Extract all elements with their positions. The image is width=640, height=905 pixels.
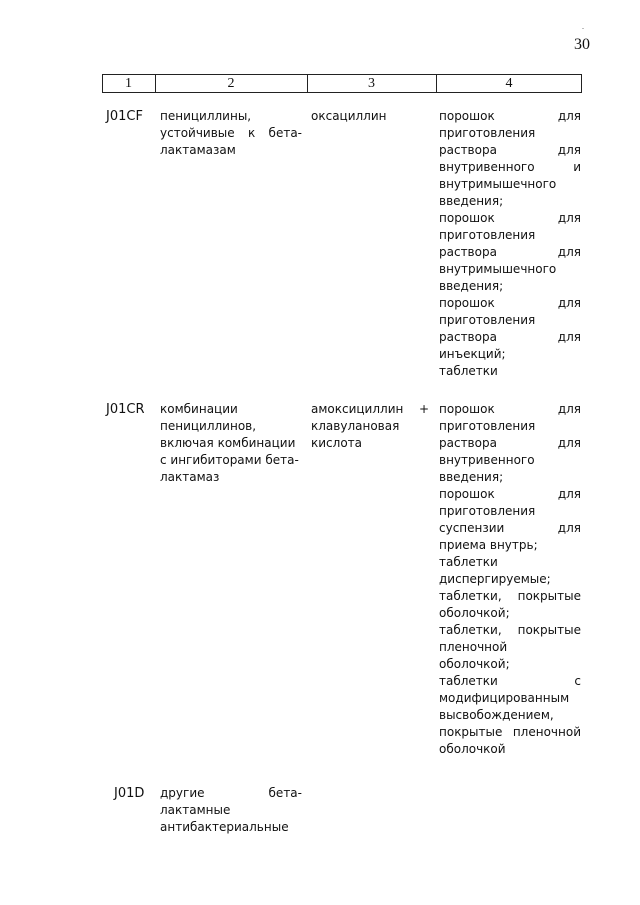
group-name [160,785,302,836]
column-divider [436,75,437,92]
text-line: порошок для [439,109,581,123]
text-line: инъекций; [439,347,506,361]
text-line: пленочной [439,640,508,654]
text-line: оксациллин [311,109,387,123]
text-line: приготовления [439,126,536,140]
text-line: оболочкой [439,742,506,756]
group-name [160,108,302,159]
text-line: таблетки с [439,674,581,688]
text-line: раствора для [439,436,581,450]
text-line: введения; [439,470,504,484]
page-mark: . [582,22,584,31]
combination-plus: + [419,402,430,416]
text-line: клавулановая [311,419,400,433]
text-line: внутривенного [439,453,535,467]
text-line: приготовления [439,313,536,327]
text-line: внутривенного и [439,160,581,174]
column-divider [155,75,156,92]
text-line: оболочкой; [439,657,510,671]
text-line: таблетки, покрытые [439,589,581,603]
column-divider [102,75,103,92]
page-number: 30 [574,36,590,53]
text-line: кислота [311,436,362,450]
text-line: порошок для [439,487,581,501]
text-line: включая комбинации [160,436,296,450]
text-line: внутримышечного [439,262,557,276]
atc-code: J01CR [106,402,145,417]
text-line: лактамные [160,803,231,817]
group-name [160,401,302,486]
text-line: таблетки [439,555,498,569]
text-line: приема внутрь; [439,538,538,552]
text-line: пенициллинов, [160,419,257,433]
text-line: комбинации [160,402,238,416]
dosage-forms [439,401,581,758]
column-header-2: 2 [227,76,235,91]
column-divider [581,75,582,92]
text-line: оболочкой; [439,606,510,620]
drug-name [311,108,431,125]
text-line: порошок для [439,402,581,416]
text-line: высвобождением, [439,708,554,722]
atc-code: J01D [114,786,145,801]
table-header [102,74,582,93]
text-line: приготовления [439,419,536,433]
text-line: раствора для [439,143,581,157]
text-line: раствора для [439,330,581,344]
column-header-3: 3 [368,76,375,91]
text-line: другие бета- [160,786,302,800]
text-line: порошок для [439,211,581,225]
column-header-4: 4 [505,76,513,91]
text-line: лактамаз [160,470,220,484]
text-line: лактамазам [160,143,236,157]
text-line: таблетки, покрытые [439,623,581,637]
text-line: введения; [439,279,504,293]
text-line: антибактериальные [160,820,289,834]
text-line: модифицированным [439,691,570,705]
text-line: таблетки [439,364,498,378]
dosage-forms [439,108,581,380]
text-line: диспергируемые; [439,572,551,586]
text-line: суспензии для [439,521,581,535]
text-line: с ингибиторами бета- [160,453,299,467]
text-line: амоксициллин [311,402,404,416]
text-line: покрытые пленочной [439,725,581,739]
text-line: приготовления [439,504,536,518]
text-line: пенициллины, [160,109,252,123]
text-line: устойчивые к бета- [160,126,302,140]
text-line: приготовления [439,228,536,242]
atc-code: J01CF [106,109,143,124]
text-line: введения; [439,194,504,208]
column-header-1: 1 [125,76,132,91]
column-divider [307,75,308,92]
drug-name [311,401,431,452]
text-line: порошок для [439,296,581,310]
text-line: раствора для [439,245,581,259]
text-line: внутримышечного [439,177,557,191]
